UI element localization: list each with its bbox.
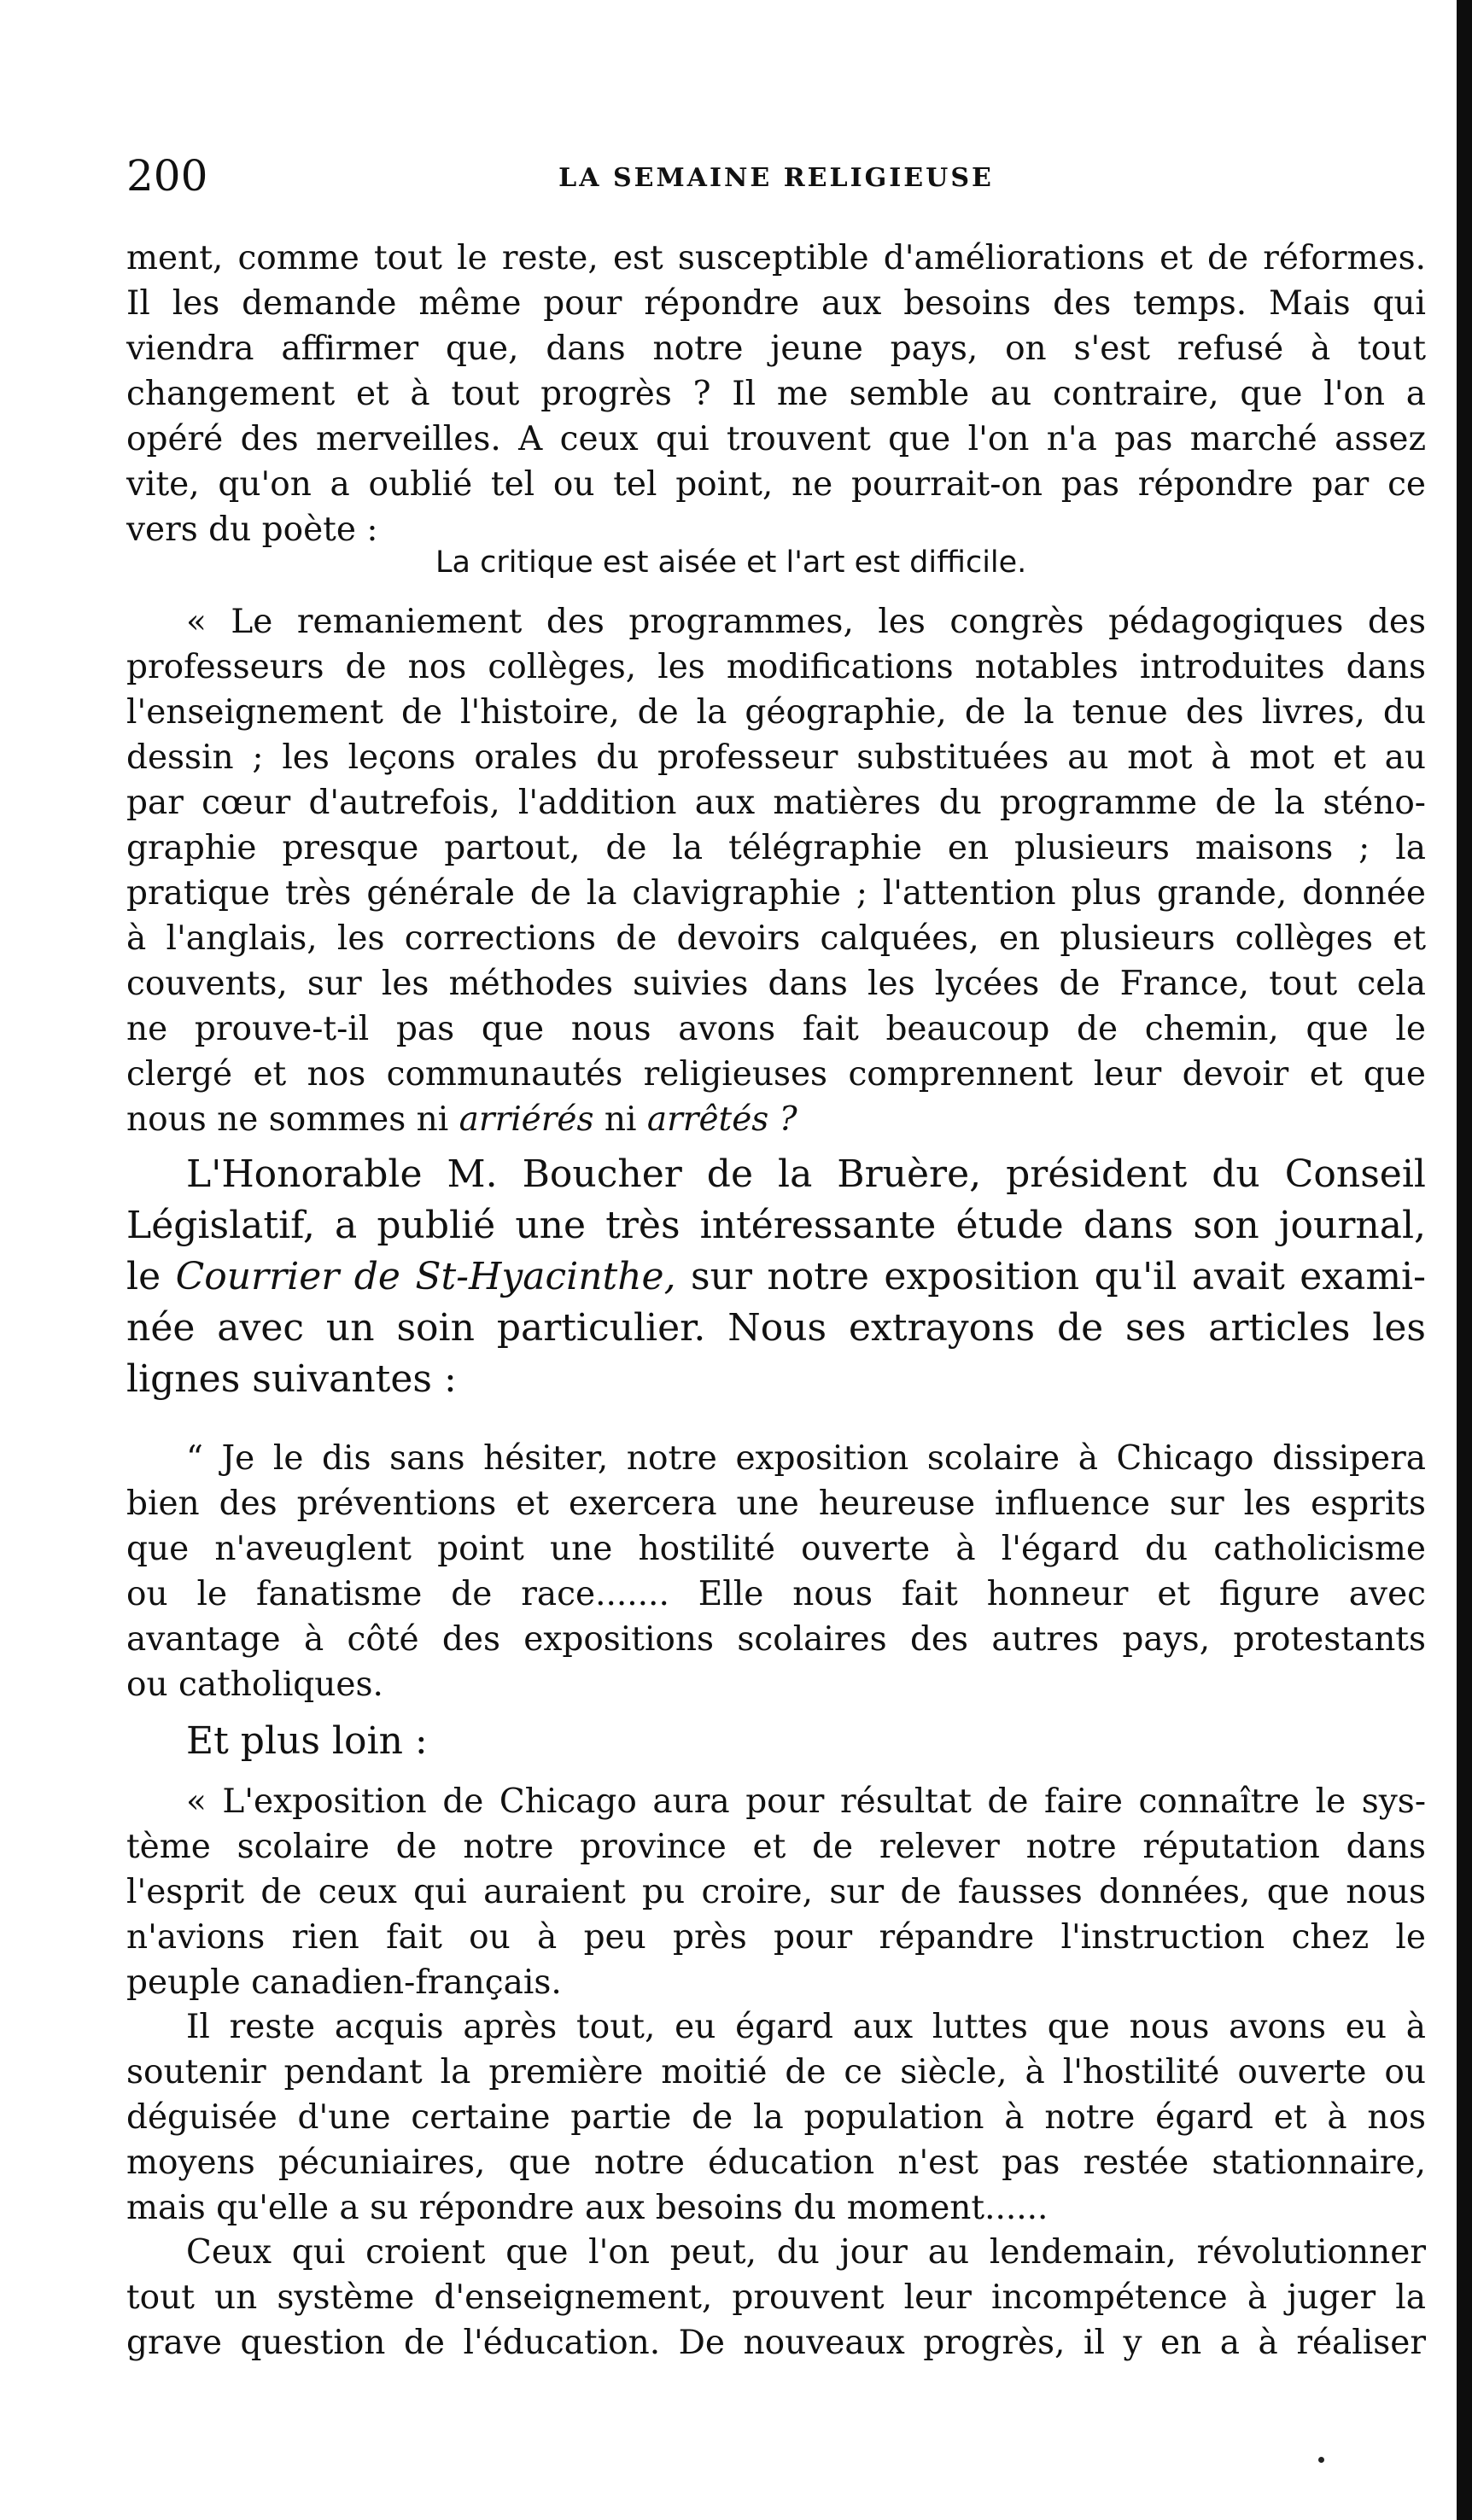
paragraph-1	[126, 236, 1426, 552]
paragraph-2	[126, 599, 1426, 1142]
page-header	[126, 150, 1426, 201]
paragraph-7	[126, 2004, 1426, 2231]
text-line: Il les demande même pour répondre aux besoins des temps. Mais qui	[126, 284, 1426, 323]
text-line	[126, 1097, 1426, 1142]
text-line: ment, comme tout le reste, est susceptible d'améliorations et de réformes.	[126, 239, 1426, 277]
print-speck	[1318, 2457, 1324, 2463]
paragraph-3	[126, 1149, 1426, 1405]
text-line: l'enseignement de l'histoire, de la géographie, de la tenue des livres, du	[126, 693, 1426, 732]
text-line: “ Je le dis sans hésiter, notre exposition scolaire à Chicago dissipera	[186, 1439, 1426, 1478]
paragraph-4	[126, 1436, 1426, 1707]
text-line: clergé et nos communautés religieuses comprennent leur devoir et que	[126, 1055, 1426, 1094]
text-line: vite, qu'on a oublié tel ou tel point, ne pourrait-on pas répondre par ce	[126, 465, 1426, 504]
text-line: L'Honorable M. Boucher de la Bruère, président du Conseil	[186, 1152, 1426, 1196]
text-fragment: nous ne sommes ni	[126, 1100, 449, 1139]
text-line: grave question de l'éducation. De nouveaux progrès, il y en a à réaliser	[126, 2324, 1426, 2362]
text-line: pratique très générale de la clavigraphie ; l'attention plus grande, donnée	[126, 874, 1426, 913]
text-line: mais qu'elle a su répondre aux besoins du moment......	[126, 2189, 1049, 2227]
text-line: peuple canadien-français.	[126, 1963, 562, 2002]
italic-word: arrêtés ?	[646, 1100, 797, 1139]
page-number: 200	[126, 151, 208, 201]
text-line: moyens pécuniaires, que notre éducation n'est pas restée stationnaire,	[126, 2144, 1426, 2182]
page-edge-shadow	[1457, 0, 1472, 2520]
text-line: tout un système d'enseignement, prouvent leur incompétence à juger la	[126, 2278, 1426, 2317]
text-line: tème scolaire de notre province et de relever notre réputation dans	[126, 1828, 1426, 1866]
text-line	[126, 1251, 1426, 1303]
text-line: Législatif, a publié une très intéressante étude dans son journal,	[126, 1204, 1426, 1247]
text-line: changement et à tout progrès ? Il me semble au contraire, que l'on a	[126, 375, 1426, 413]
text-line: vers du poète :	[126, 510, 378, 549]
text-line: l'esprit de ceux qui auraient pu croire, sur de fausses données, que nous	[126, 1873, 1426, 1911]
text-line: « L'exposition de Chicago aura pour résultat de faire connaître le sys-	[186, 1782, 1426, 1821]
text-fragment: ni	[604, 1100, 637, 1139]
paragraph-8	[126, 2230, 1426, 2365]
text-line: Ceux qui croient que l'on peut, du jour au lendemain, révolutionner	[186, 2233, 1426, 2272]
text-line: viendra affirmer que, dans notre jeune pays, on s'est refusé à tout	[126, 330, 1426, 368]
text-line: que n'aveuglent point une hostilité ouverte à l'égard du catholicisme	[126, 1530, 1426, 1568]
text-line: Il reste acquis après tout, eu égard aux luttes que nous avons eu à	[186, 2008, 1426, 2046]
text-line: lignes suivantes :	[126, 1357, 457, 1401]
text-line: soutenir pendant la première moitié de ce siècle, à l'hostilité ouverte ou	[126, 2053, 1426, 2091]
text-line: bien des préventions et exercera une heureuse influence sur les esprits	[126, 1485, 1426, 1523]
verse-quotation: La critique est aisée et l'art est difficile.	[435, 545, 1027, 580]
text-line: Et plus loin :	[186, 1719, 428, 1763]
text-line: « Le remaniement des programmes, les congrès pédagogiques des	[186, 603, 1426, 641]
text-line: n'avions rien fait ou à peu près pour répandre l'instruction chez le	[126, 1918, 1426, 1957]
running-head: LA SEMAINE RELIGIEUSE	[558, 163, 994, 193]
italic-word: arriérés	[459, 1100, 594, 1139]
text-line: ne prouve-t-il pas que nous avons fait beaucoup de chemin, que le	[126, 1010, 1426, 1048]
text-line: par cœur d'autrefois, l'addition aux matières du programme de la sténo-	[126, 784, 1426, 822]
text-line: couvents, sur les méthodes suivies dans les lycées de France, tout cela	[126, 965, 1426, 1003]
text-line: dessin ; les leçons orales du professeur substituées au mot à mot et au	[126, 738, 1426, 777]
text-line: ou le fanatisme de race....... Elle nous fait honneur et figure avec	[126, 1575, 1426, 1613]
text-fragment: sur notre exposition qu'il avait exami-	[691, 1255, 1426, 1298]
text-fragment: le	[126, 1255, 161, 1298]
paragraph-5	[126, 1716, 1426, 1767]
text-line: à l'anglais, les corrections de devoirs calquées, en plusieurs collèges et	[126, 919, 1426, 958]
text-line: née avec un soin particulier. Nous extrayons de ses articles les	[126, 1306, 1426, 1350]
text-line: déguisée d'une certaine partie de la population à notre égard et à nos	[126, 2098, 1426, 2137]
text-line: ou catholiques.	[126, 1665, 383, 1704]
text-line: graphie presque partout, de la télégraphie en plusieurs maisons ; la	[126, 829, 1426, 867]
text-line: avantage à côté des expositions scolaires des autres pays, protestants	[126, 1620, 1426, 1659]
paragraph-6	[126, 1779, 1426, 2005]
journal-title: Courrier de St-Hyacinthe,	[175, 1255, 676, 1298]
text-line: professeurs de nos collèges, les modifications notables introduites dans	[126, 648, 1426, 686]
text-line: opéré des merveilles. A ceux qui trouvent que l'on n'a pas marché assez	[126, 420, 1426, 458]
